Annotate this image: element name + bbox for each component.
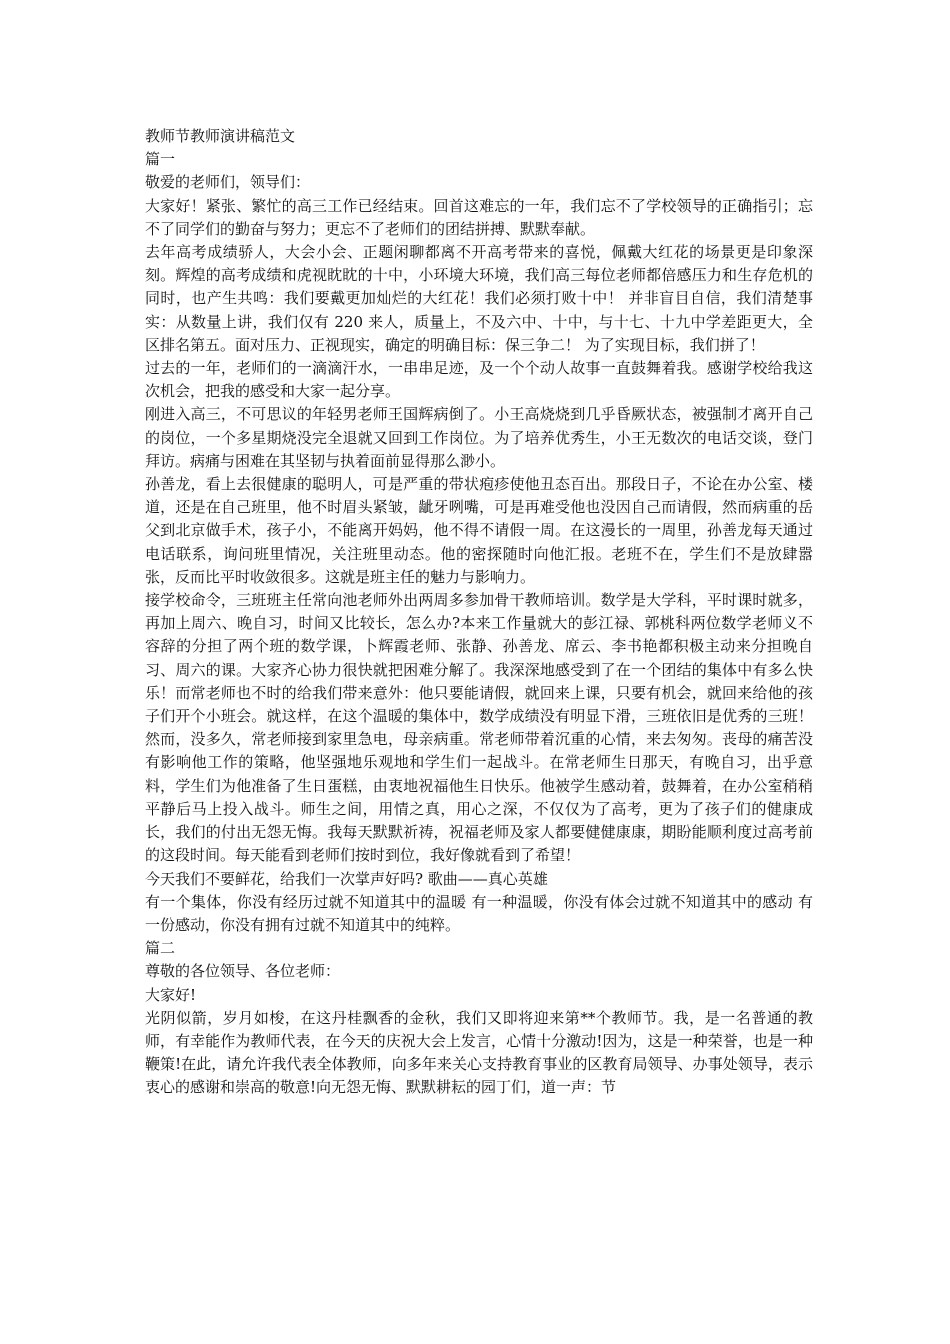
salutation-1: 敬爱的老师们，领导们：: [145, 173, 311, 192]
section-heading-2: 篇二: [145, 939, 176, 958]
paragraph: 孙善龙，看上去很健康的聪明人，可是严重的带状疱疹使他丑态百出。那段日子，不论在办公室、楼道，还是在自己班里，他不时眉头紧皱，龇牙咧嘴，可是再难受他也没因自己而请假，然而病重的岳父到北京做手术，孩子小，不能离开妈妈，他不得不请假一周。在这漫长的一周里，孙善龙每天通过电话联系，询问班里情况，关注班里动态。他的密探随时向他汇报。老班不在，学生们不是放肆嚣张，反而比平时收敛很多。这就是班主任的魅力与影响力。: [145, 475, 813, 586]
salutation-2: 尊敬的各位领导、各位老师：: [145, 962, 341, 981]
document-body: [145, 125, 813, 1100]
section-heading-1: 篇一: [145, 150, 176, 169]
paragraph: 去年高考成绩骄人，大会小会、正题闲聊都离不开高考带来的喜悦，佩戴大红花的场景更是印象深刻。辉煌的高考成绩和虎视眈眈的十中，小环境大环境，我们高三每位老师都倍感压力和生存危机的同时，也产生共鸣：我们要戴更加灿烂的大红花！我们必须打败十中！ 并非盲目自信，我们清楚事实：从数量上讲，我们仅有 220 来人，质量上，不及六中、十中，与十七、十九中学差距更大，全区排名第五。面对压力、正视现实，确定的明确目标：保三争二！ 为了实现目标，我们拼了！: [145, 243, 813, 354]
paragraph: 刚进入高三，不可思议的年轻男老师王国辉病倒了。小王高烧烧到几乎昏厥状态，被强制才离开自己的岗位，一个多星期烧没完全退就又回到工作岗位。为了培养优秀生，小王无数次的电话交谈，登门拜访。病痛与困难在其坚韧与执着面前显得那么渺小。: [145, 405, 813, 470]
paragraph: 今天我们不要鲜花，给我们一次掌声好吗? 歌曲——真心英雄: [145, 869, 548, 888]
paragraph: 有一个集体，你没有经历过就不知道其中的温暖 有一种温暖，你没有体会过就不知道其中的感动 有一份感动，你没有拥有过就不知道其中的纯粹。: [145, 892, 813, 934]
document-title: 教师节教师演讲稿范文: [145, 127, 296, 145]
paragraph: 光阴似箭，岁月如梭，在这丹桂飘香的金秋，我们又即将迎来第**个教师节。我，是一名普通的教师，有幸能作为教师代表，在今天的庆祝大会上发言，心情十分激动!因为，这是一种荣誉，也是一种鞭策!在此，请允许我代表全体教师，向多年来关心支持教育事业的区教育局领导、办事处领导，表示衷心的感谢和崇高的敬意!向无怨无悔、默默耕耘的园丁们，道一声：节: [145, 1008, 813, 1097]
paragraph: 过去的一年，老师们的一滴滴汗水，一串串足迹，及一个个动人故事一直鼓舞着我。感谢学校给我这次机会，把我的感受和大家一起分享。: [145, 359, 813, 401]
paragraph: 大家好！紧张、繁忙的高三工作已经结束。回首这难忘的一年，我们忘不了学校领导的正确指引；忘不了同学们的勤奋与努力；更忘不了老师们的团结拼搏、默默奉献。: [145, 196, 813, 238]
paragraph: 接学校命令，三班班主任常向池老师外出两周多参加骨干教师培训。数学是大学科，平时课时就多，再加上周六、晚自习，时间又比较长，怎么办?本来工作量就大的彭江禄、郭桃科两位数学老师义不容辞的分担了两个班的数学课，卜辉霞老师、张静、孙善龙、席云、李书艳都积极主动来分担晚自习、周六的课。大家齐心协力很快就把困难分解了。我深深地感受到了在一个团结的集体中有多么快乐！而常老师也不时的给我们带来意外：他只要能请假，就回来上课，只要有机会，就回来给他的孩子们开个小班会。就这样，在这个温暖的集体中，数学成绩没有明显下滑，三班依旧是优秀的三班！然而，没多久，常老师接到家里急电，母亲病重。常老师带着沉重的心情，来去匆匆。丧母的痛苦没有影响他工作的策略，他坚强地乐观地和学生们一起战斗。在常老师生日那天，有晚自习，出乎意料，学生们为他准备了生日蛋糕，由衷地祝福他生日快乐。他被学生感动着，鼓舞着，在办公室稍稍平静后马上投入战斗。师生之间，用情之真，用心之深，不仅仅为了高考，更为了孩子们的健康成长，我们的付出无怨无悔。我每天默默祈祷，祝福老师及家人都要健健康康，期盼能顺利度过高考前的这段时间。每天能看到老师们按时到位，我好像就看到了希望！: [145, 591, 813, 865]
greeting: 大家好!: [145, 985, 197, 1004]
